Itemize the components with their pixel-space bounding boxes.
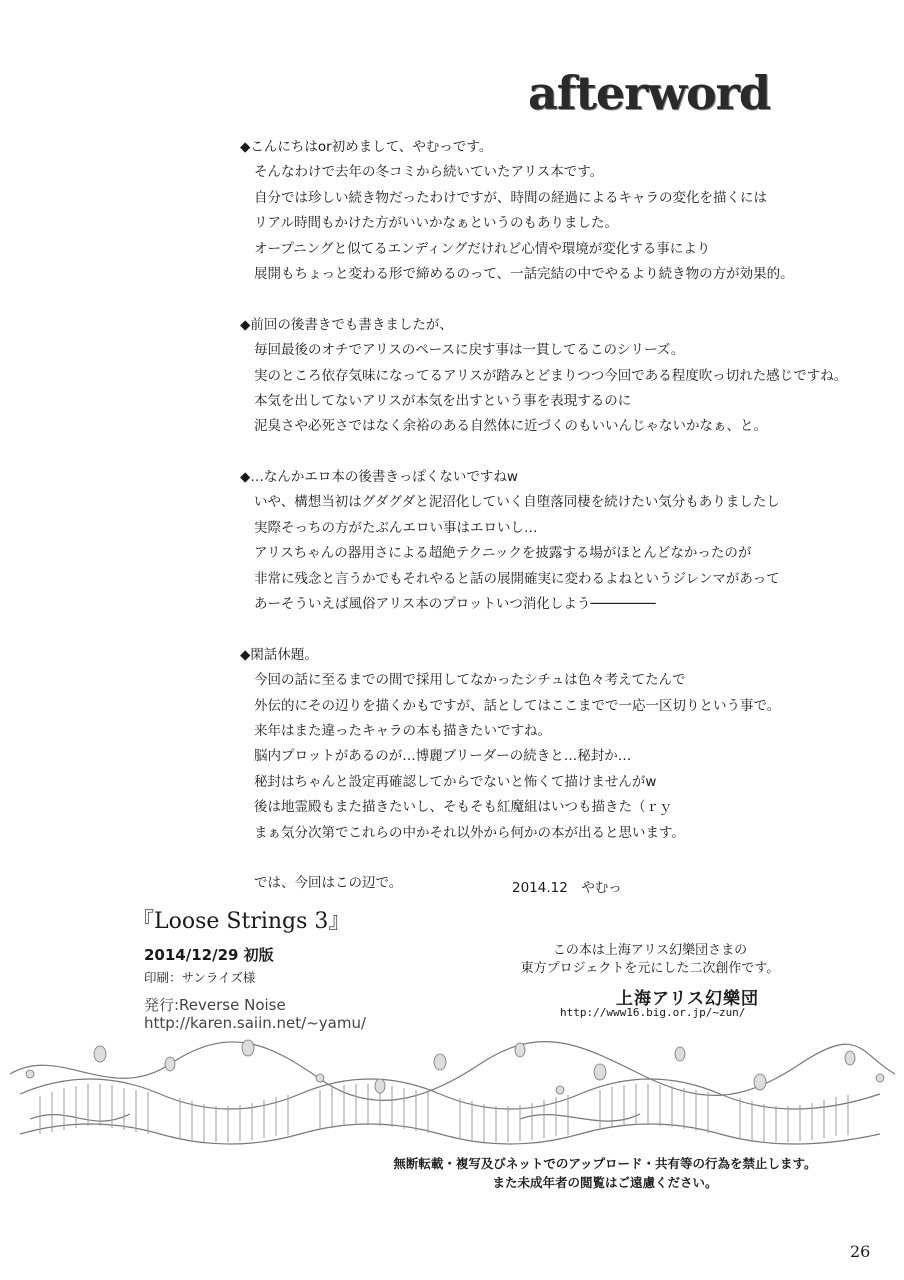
paragraph	[240, 643, 880, 846]
text-line: では、今回はこの辺で。	[254, 875, 403, 892]
text-line: まぁ気分次第でこれらの中かそれ以外から何かの本が出ると思います。	[254, 824, 685, 841]
paragraph	[240, 135, 880, 287]
afterword-body	[240, 135, 880, 897]
decorative-vine-border	[0, 1034, 904, 1152]
text-line: 今回の話に至るまでの間で採用してなかったシチュは色々考えてたんで	[254, 672, 686, 689]
zun-url[interactable]: http://www16.big.or.jp/~zun/	[560, 1006, 746, 1019]
text-line: 実際そっちの方がたぶんエロい事はエロいし…	[254, 519, 538, 536]
text-line: ◆こんにちはor初めまして、やむっです。	[240, 139, 493, 155]
printer-credit: 印刷：サンライズ様	[144, 970, 256, 985]
warning-line: 無断転載・複写及びネットでのアップロード・共有等の行為を禁止します。	[393, 1156, 817, 1171]
text-line: オープニングと似てるエンディングだけれど心情や環境が変化する事により	[254, 240, 711, 257]
text-line: いや、構想当初はグダグダと泥沼化していく自堕落同棲を続けたい気分もありましたし	[254, 494, 780, 511]
publication-date: 2014/12/29 初版	[144, 946, 274, 964]
warning-line: また未成年者の閲覧はご遠慮ください。	[492, 1175, 718, 1190]
text-line: 展開もちょっと変わる形で締めるのって、一話完結の中でやるより続き物の方が効果的。	[254, 265, 794, 282]
text-line: 毎回最後のオチでアリスのペースに戻す事は一貫してるこのシリーズ。	[254, 342, 685, 359]
text-line: 泥臭さや必死さではなく余裕のある自然体に近づくのもいいんじゃないかなぁ、と。	[254, 418, 767, 435]
text-line: 非常に残念と言うかでもそれやると話の展開確実に変わるよねというジレンマがあって	[254, 570, 780, 587]
zun-logo: 上海アリス幻樂団	[616, 989, 759, 1009]
text-line: 実のところ依存気味になってるアリスが踏みとどまりつつ今回である程度吹っ切れた感じですね。	[254, 367, 848, 384]
signature: 2014.12 やむっ	[512, 880, 622, 896]
publisher-url[interactable]: http://karen.saiin.net/~yamu/	[144, 1014, 367, 1032]
text-line: 本気を出してないアリスが本気を出すという事を表現するのに	[254, 392, 632, 409]
text-line: 来年はまた違ったキャラの本も描きたいですね。	[254, 722, 551, 739]
credit-line: この本は上海アリス幻樂団さまの	[552, 943, 748, 958]
text-line: あーそういえば風俗アリス本のプロットいつ消化しよう────────	[254, 596, 656, 613]
text-line: リアル時間もかけた方がいいかなぁというのもありました。	[254, 215, 618, 232]
page-title: afterword	[528, 66, 771, 120]
text-line: そんなわけで去年の冬コミから続いていたアリス本です。	[254, 164, 604, 181]
text-line: アリスちゃんの器用さによる超絶テクニックを披露する場がほとんどなかったのが	[254, 545, 752, 562]
text-line: 自分では珍しい続き物だったわけですが、時間の経過によるキャラの変化を描くには	[254, 189, 767, 206]
text-line: 秘封はちゃんと設定再確認してからでないと怖くて描けませんがw	[254, 773, 657, 790]
paragraph	[240, 465, 880, 617]
text-line: 外伝的にその辺りを描くかもですが、話としてはここまでで一応一区切りという事で。	[254, 697, 781, 714]
page-number: 26	[850, 1242, 871, 1261]
credit-line: 東方プロジェクトを元にした二次創作です。	[520, 961, 780, 976]
text-line: ◆前回の後書きでも書きましたが、	[240, 316, 453, 333]
original-work-credit	[500, 942, 800, 978]
legal-warning	[340, 1154, 870, 1192]
text-line: ◆閑話休題。	[240, 646, 318, 663]
text-line: 後は地霊殿もまた描きたいし、そもそも紅魔組はいつも描きた（ｒｙ	[254, 799, 673, 816]
text-line: 脳内プロットがあるのが…博麗ブリーダーの続きと…秘封か…	[254, 748, 632, 765]
text-line: ◆…なんかエロ本の後書きっぽくないですねw	[240, 469, 518, 486]
book-title: 『Loose Strings 3』	[132, 909, 351, 934]
publisher: 発行:Reverse Noise	[144, 996, 286, 1014]
paragraph	[240, 313, 880, 440]
